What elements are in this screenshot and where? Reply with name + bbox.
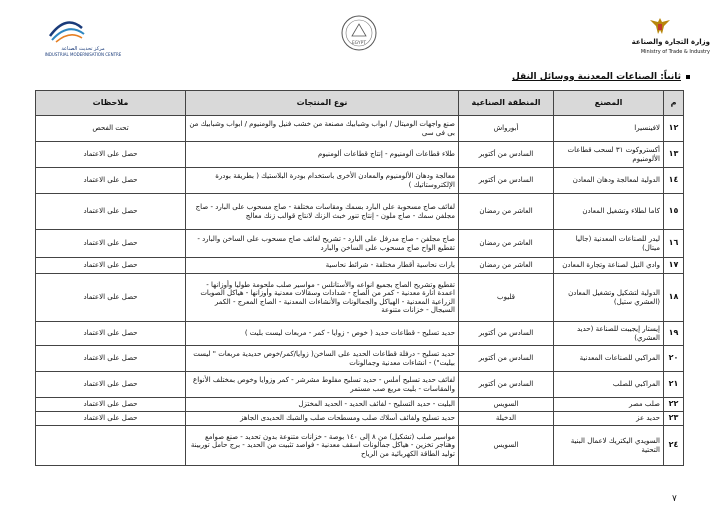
note: حصل على الاعتماد [36, 412, 186, 426]
bullet-icon [686, 75, 690, 79]
header-notes: ملاحظات [36, 91, 186, 116]
table-row [36, 142, 684, 168]
row-num: ١٨ [664, 274, 684, 322]
table-row [36, 322, 684, 346]
note: حصل على الاعتماد [36, 230, 186, 258]
row-num: ٢١ [664, 372, 684, 398]
imc-logo-arabic: مركز تحديث الصناعة [61, 46, 105, 52]
seal-text: EGYPT [351, 41, 367, 46]
products: صنع واجهات الوميتال / ابواب وشبابيك مصنعة من خشب فنيل والومنيوم / ابواب وشبابيك من بى فى سى [186, 116, 459, 142]
note: حصل على الاعتماد [36, 398, 186, 412]
products: لفائف حديد تسليح أملس - حديد تسليح مفلوط مشرشر - كمر وزوايا وخوص بمختلف الأنواع والمقاسات - بليت مربع صب مستمر [186, 372, 459, 398]
industrial-zone: الدخيلة [459, 412, 554, 426]
note: حصل على الاعتماد [36, 258, 186, 274]
note: حصل على الاعتماد [36, 372, 186, 398]
products: لفائف صاج مسحوبة على البارد بسمك ومقاسات مختلفة - صاج مسحوب على البارد - صاج مجلفن سمك - صاج ملون - إنتاج تنور خبث الزنك لانتاج قوالب زنك معالج [186, 194, 459, 230]
row-num: ١٩ [664, 322, 684, 346]
header-products: نوع المنتجات [186, 91, 459, 116]
factory-name: كاما لطلاء وتشغيل المعادن [554, 194, 664, 230]
header-zone: المنطقة الصناعية [459, 91, 554, 116]
note: حصل على الاعتماد [36, 346, 186, 372]
row-num: ١٣ [664, 142, 684, 168]
ministry-logo [610, 16, 710, 62]
industrial-zone: السادس من أكتوبر [459, 142, 554, 168]
imc-logo [28, 18, 128, 58]
factory-name: المراكبي للصناعات المعدنية [554, 346, 664, 372]
row-num: ١٢ [664, 116, 684, 142]
row-num: ٢٠ [664, 346, 684, 372]
header-num: م [664, 91, 684, 116]
table-row [36, 274, 684, 322]
factories-table [35, 90, 684, 466]
industrial-zone: قليوب [459, 274, 554, 322]
table-row [36, 412, 684, 426]
products: معالجة ودهان الألومنيوم والمعادن الأخرى باستخدام بودرة البلاستيك ( بطريقة بودرة الإلكتروستاتيك ) [186, 168, 459, 194]
ministry-name-arabic: وزارة التجارة والصناعة [631, 38, 710, 46]
products: مواسير صلب (تشكيل) من ٨ إلى ١٤٠ بوصة - خزانات متنوعة بدون تحديد - صنع صوامع وهناجر تخزين - هياكل جمالونات اسقف معدنية - فواصد تثبيت من الحديد - برج حامل توربينة توليد الطاقة الكهربائية من الرياح [186, 426, 459, 466]
note: حصل على الاعتماد [36, 142, 186, 168]
table-row [36, 168, 684, 194]
note: حصل على الاعتماد [36, 194, 186, 230]
note: حصل على الاعتماد [36, 168, 186, 194]
industrial-zone: السادس من أكتوبر [459, 168, 554, 194]
industrial-zone: السادس من أكتوبر [459, 322, 554, 346]
imc-logo-english: INDUSTRIAL MODERNISATION CENTRE [44, 52, 122, 57]
factory-name: إيستار إيجيبت للصناعة (حديد العشري) [554, 322, 664, 346]
imc-swoosh-icon [46, 18, 86, 44]
table-row [36, 346, 684, 372]
note: حصل على الاعتماد [36, 322, 186, 346]
row-num: ٢٣ [664, 412, 684, 426]
note [36, 426, 186, 466]
table-row [36, 230, 684, 258]
section-title [512, 72, 690, 82]
row-num: ٢٢ [664, 398, 684, 412]
factory-name: الدولية لمعالجة ودهان المعادن [554, 168, 664, 194]
products: بارات نحاسية أقطار مختلفة - شرائط نحاسية [186, 258, 459, 274]
factory-name: الدولية لتشكيل وتشغيل المعادن (العشري ستيل) [554, 274, 664, 322]
page-number: ٧ [672, 494, 677, 504]
table-row [36, 258, 684, 274]
industrial-zone: العاشر من رمضان [459, 258, 554, 274]
table-row [36, 372, 684, 398]
page-header [0, 0, 720, 68]
table-row [36, 398, 684, 412]
products: طلاء قطاعات ألومنيوم - إنتاج قطاعات ألومنيوم [186, 142, 459, 168]
table-row [36, 194, 684, 230]
factory-name: حديد عز [554, 412, 664, 426]
products: البليت - حديد التسليح - لفائف الحديد - الحديد المختزل [186, 398, 459, 412]
egypt-seal-icon [340, 14, 378, 52]
ministry-name-english: Ministry of Trade & Industry [640, 49, 710, 55]
industrial-zone: العاشر من رمضان [459, 194, 554, 230]
row-num: ٢٤ [664, 426, 684, 466]
industrial-zone: السادس من أكتوبر [459, 346, 554, 372]
products: حديد تسليح - قطاعات حديد ( خوص - زوايا - كمر - مربعات ليست بليت ) [186, 322, 459, 346]
products: تقطيع وتشريح الصاج بجميع انواعه والأستانلس - مواسير صلب ملحومة طوليا وأوزانها - اعمدة انارة معدنية - كمر من الصاج - شدادات وسقالات معدنية وأوزانها - هياكل الصوبات الزراعية المعدنية - الهياكل والجمالونات والأنشاءات المعدنية - الصاج المعرج - الكمر السيجال - خزانات متنوعة [186, 274, 459, 322]
products: صاج مجلفن - صاج مدرفل على البارد - تشريح لفائف صاج مسحوب على الساخن والبارد - تقطيع الواح صاج مسحوب على الساخن والبارد [186, 230, 459, 258]
products: حديد تسليح - درفلة قطاعات الحديد على الساخن( زوايا/كمر/خوص حديدية مربعات " ليست بيليت") - انشاءات معدنية وجمالونات [186, 346, 459, 372]
factory-name: وادي النيل لصناعة وتجارة المعادن [554, 258, 664, 274]
header-factory: المصنع [554, 91, 664, 116]
factory-name: ليدر للصناعات المعدنية (جاليا ميتال) [554, 230, 664, 258]
row-num: ١٧ [664, 258, 684, 274]
note: تحت الفحص [36, 116, 186, 142]
factory-name: السويدي اليكتريك لاعمال البنية التحتية [554, 426, 664, 466]
table-row [36, 426, 684, 466]
factory-name: صلب مصر [554, 398, 664, 412]
factory-name: لافينسيرا [554, 116, 664, 142]
row-num: ١٦ [664, 230, 684, 258]
industrial-zone: السادس من أكتوبر [459, 372, 554, 398]
products: حديد تسليح ولفائف أسلاك صلب ومسطحات صلب والشبك الحديدى الجاهز [186, 412, 459, 426]
industrial-zone: أبورواش [459, 116, 554, 142]
note: حصل على الاعتماد [36, 274, 186, 322]
industrial-zone: السويس [459, 426, 554, 466]
industrial-zone: السويس [459, 398, 554, 412]
table-row [36, 116, 684, 142]
factory-name: أكستروكوت ٣١ لسحب قطاعات الألومنيوم [554, 142, 664, 168]
factory-name: المراكبي للصلب [554, 372, 664, 398]
row-num: ١٤ [664, 168, 684, 194]
eagle-icon [648, 16, 672, 36]
section-title-text: ثانياً: الصناعات المعدنية ووسائل النقل [511, 72, 681, 82]
table-header-row [36, 91, 684, 116]
industrial-zone: العاشر من رمضان [459, 230, 554, 258]
row-num: ١٥ [664, 194, 684, 230]
